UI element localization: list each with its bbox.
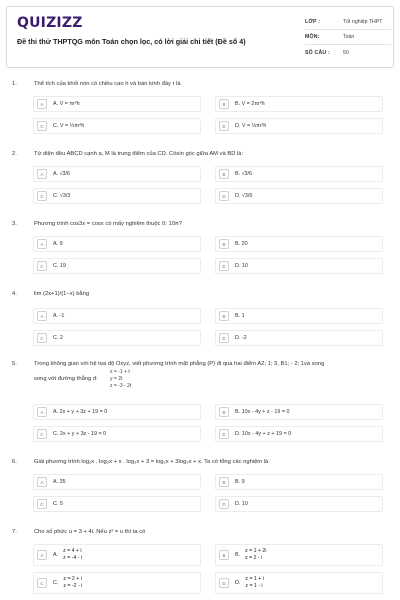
equation-line: x = -1 + t: [110, 369, 130, 375]
option-b[interactable]: [215, 236, 383, 252]
option-letter: D: [219, 261, 229, 271]
option-letter: B: [219, 311, 229, 321]
option-d[interactable]: [215, 572, 383, 594]
option-letter: C: [37, 429, 47, 439]
option-text: B. 20: [235, 241, 248, 247]
option-letter: D: [219, 578, 229, 588]
option-letter: B: [219, 99, 229, 109]
option-letter: B: [219, 239, 229, 249]
option-b[interactable]: [215, 404, 383, 420]
option-d[interactable]: [215, 118, 383, 134]
option-text: A. V = πr²h: [53, 101, 80, 107]
option-value-line: z = -2 - i: [63, 583, 83, 589]
option-value-line: z = -4 - i: [63, 555, 82, 561]
question-number: 3.: [12, 221, 17, 227]
line-equation-system: [110, 369, 131, 389]
meta-value: Tốt nghiệp THPT: [343, 19, 383, 25]
option-text: A. 35: [53, 479, 66, 485]
option-b[interactable]: [215, 474, 383, 490]
option-text: B. V = 2πr²h: [235, 101, 265, 107]
option-b[interactable]: [215, 308, 383, 324]
option-text: A. 9: [53, 241, 63, 247]
meta-row-count: [305, 45, 391, 60]
question-text: Giải phương trình log₂x . log₃x + x . log₃x + 3 = log₂x + 3log₃x + x. Ta có tổng các nghiệm là: [34, 459, 269, 465]
option-text: C. √3/3: [53, 193, 71, 199]
option-value-stack: [63, 548, 82, 562]
option-text: C. 5: [53, 501, 63, 507]
question-text: Tứ diện đều ABCD cạnh a, M là trung điểm của CD. Cósin góc giữa AM và BD là:: [34, 151, 244, 157]
meta-row-subject: [305, 30, 391, 45]
option-text: C. 2x + y + 3z - 19 = 0: [53, 431, 107, 437]
option-text: D. 10x - 4y + z + 19 = 0: [235, 431, 292, 437]
meta-label: MÔN:: [305, 34, 320, 40]
option-letter: D: [219, 429, 229, 439]
option-value-line: z = 1 - i: [245, 583, 263, 589]
option-text: A. -1: [53, 313, 65, 319]
option-value-line: z = 4 + i: [63, 548, 82, 555]
question-text: Cho số phức u = 3 + 4i. Nếu z² = u thì ta có: [34, 529, 146, 535]
option-a[interactable]: [33, 308, 201, 324]
question-number: 7.: [12, 529, 17, 535]
option-value-line: z = 1 + 2i: [245, 548, 267, 555]
option-letter: A: [37, 407, 47, 417]
option-a[interactable]: [33, 96, 201, 112]
question-text: Phương trình cos3x = cosx có mấy nghiệm thuộc 0; 10π?: [34, 221, 183, 227]
equation-line: z = -3 - 2t: [110, 382, 132, 389]
option-letter: D: [219, 191, 229, 201]
option-text: D. √3/6: [235, 193, 253, 199]
meta-label: LỚP :: [305, 19, 321, 25]
meta-table: [305, 15, 391, 60]
option-text: A. 2x + y + 3z + 19 = 0: [53, 409, 108, 415]
option-letter: D: [219, 499, 229, 509]
option-prefix: A.: [53, 552, 59, 558]
option-a[interactable]: [33, 404, 201, 420]
option-text: B. 1: [235, 313, 245, 319]
option-letter: C: [37, 499, 47, 509]
option-letter: A: [37, 99, 47, 109]
option-value-line: z = 2 - i: [245, 555, 263, 561]
meta-value: 50: [343, 49, 349, 56]
option-a[interactable]: [33, 474, 201, 490]
option-text: A. √3/6: [53, 171, 71, 177]
question-text: lim (2x+1)/(1−x) bằng: [34, 291, 90, 297]
option-text: D. -2: [235, 335, 247, 341]
option-a[interactable]: [33, 166, 201, 182]
option-b[interactable]: [215, 96, 383, 112]
question-text-continued: song với đường thẳng d:: [34, 376, 98, 382]
option-c[interactable]: [33, 258, 201, 274]
option-text: B. √3/6: [235, 171, 253, 177]
option-text: D. V = ⅓πr²h: [235, 123, 267, 129]
option-letter: A: [37, 169, 47, 179]
option-letter: C: [37, 121, 47, 131]
option-b[interactable]: [215, 166, 383, 182]
option-c[interactable]: [33, 426, 201, 442]
worksheet-header: [6, 6, 394, 68]
option-value-stack: [245, 548, 266, 562]
option-a[interactable]: [33, 544, 201, 566]
option-letter: D: [219, 121, 229, 131]
option-letter: C: [37, 578, 47, 588]
option-prefix: D.: [235, 580, 241, 586]
option-text: D. 10: [235, 263, 248, 269]
option-b[interactable]: [215, 544, 383, 566]
option-text: C. 19: [53, 263, 66, 269]
option-letter: D: [219, 333, 229, 343]
option-prefix: C.: [53, 580, 59, 586]
meta-label: SỐ CÂU :: [305, 49, 330, 56]
option-letter: B: [219, 169, 229, 179]
option-prefix: B.: [235, 552, 241, 558]
question-text: Thể tích của khối nón có chiều cao h và bán kính đáy r là: [34, 81, 181, 87]
option-letter: B: [219, 407, 229, 417]
option-d[interactable]: [215, 426, 383, 442]
option-c[interactable]: [33, 330, 201, 346]
question-number: 1.: [12, 81, 17, 87]
quizizz-logo: QUIZIZZ: [17, 15, 83, 31]
option-letter: C: [37, 261, 47, 271]
option-d[interactable]: [215, 496, 383, 512]
option-c[interactable]: [33, 572, 201, 594]
option-letter: A: [37, 239, 47, 249]
question-number: 5.: [12, 361, 17, 367]
option-letter: A: [37, 477, 47, 487]
option-text: C. 2: [53, 335, 63, 341]
option-text: D. 10: [235, 501, 248, 507]
option-value-line: z = 2 + i: [63, 576, 82, 583]
option-d[interactable]: [215, 258, 383, 274]
meta-row-class: [305, 15, 391, 30]
question-number: 6.: [12, 459, 17, 465]
document-title: Đề thi thử THPTQG môn Toán chọn lọc, có lời giải chi tiết (Đề số 4): [17, 37, 246, 46]
option-letter: A: [37, 550, 47, 560]
option-text: C. V = ⅓πr²h: [53, 123, 85, 129]
option-value-line: z = 1 + i: [245, 576, 264, 583]
question-text: Trong không gian với hệ tọa độ Oxyz, viết phương trình mặt phẳng (P) đi qua hai điểm A2; 1; 3, B1; - 2; 1và song: [34, 361, 325, 367]
option-value-stack: [245, 576, 263, 590]
option-letter: C: [37, 191, 47, 201]
option-letter: B: [219, 550, 229, 560]
question-number: 4.: [12, 291, 17, 297]
option-c[interactable]: [33, 118, 201, 134]
equation-line: y = 2t: [110, 375, 123, 382]
option-a[interactable]: [33, 236, 201, 252]
option-c[interactable]: [33, 496, 201, 512]
option-letter: B: [219, 477, 229, 487]
option-d[interactable]: [215, 188, 383, 204]
option-text: B. 9: [235, 479, 245, 485]
option-letter: A: [37, 311, 47, 321]
option-c[interactable]: [33, 188, 201, 204]
option-d[interactable]: [215, 330, 383, 346]
option-value-stack: [63, 576, 82, 590]
option-text: B. 10x - 4y + z - 19 = 0: [235, 409, 290, 415]
question-number: 2.: [12, 151, 17, 157]
meta-value: Toán: [343, 34, 355, 40]
option-letter: C: [37, 333, 47, 343]
